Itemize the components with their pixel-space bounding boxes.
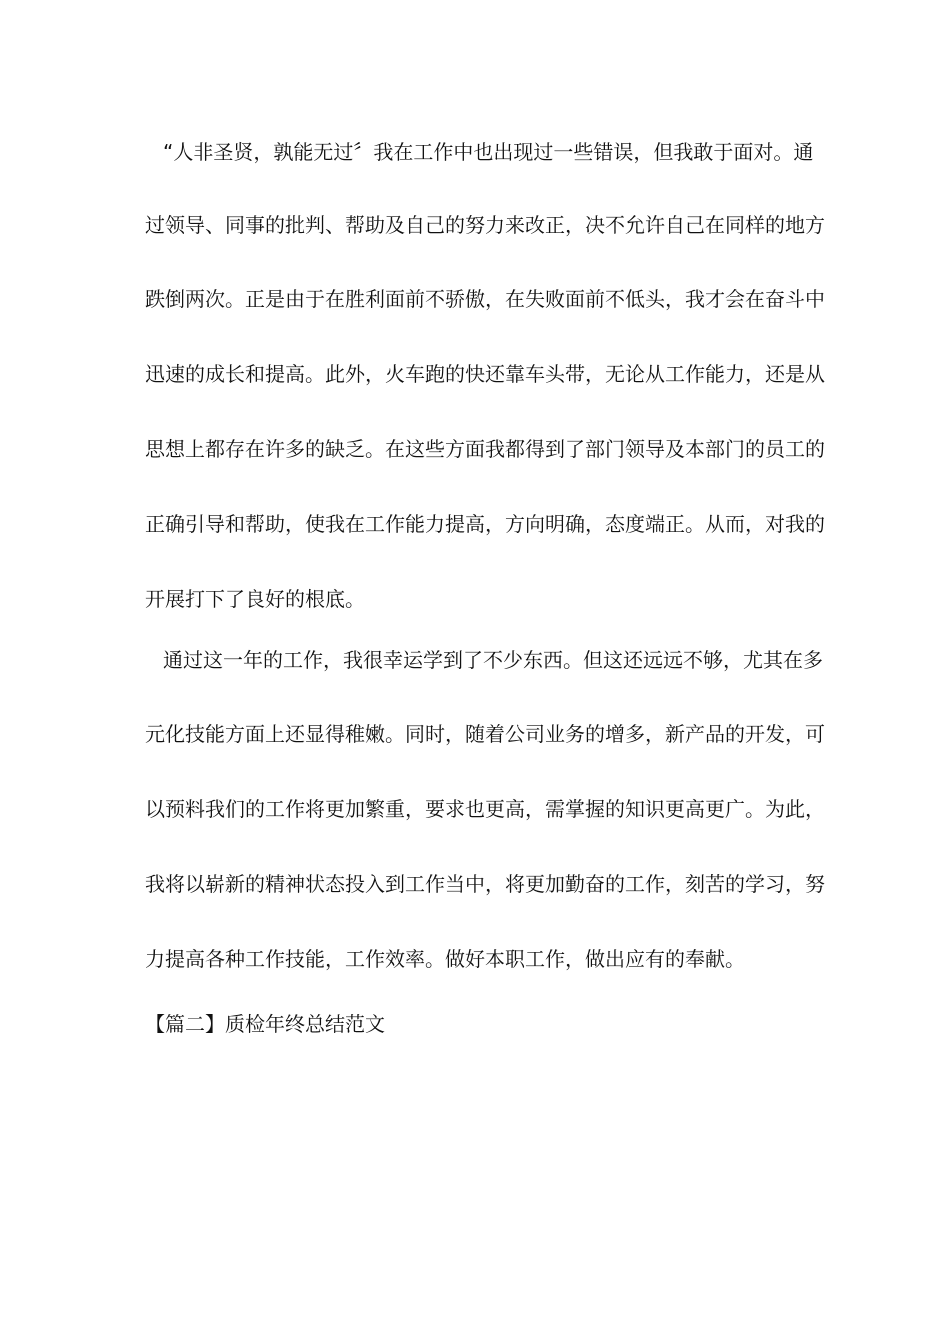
paragraph-1-line-7: 开展打下了良好的根底。	[145, 587, 365, 611]
paragraph-2-line-3: 以预料我们的工作将更加繁重，要求也更高，需掌握的知识更高更广。为此，	[145, 797, 825, 821]
paragraph-2-line-2: 元化技能方面上还显得稚嫩。同时，随着公司业务的增多，新产品的开发，可	[145, 722, 825, 746]
section-heading: 【篇二】质检年终总结范文	[145, 1012, 385, 1036]
paragraph-2-line-4: 我将以崭新的精神状态投入到工作当中，将更加勤奋的工作，刻苦的学习，努	[145, 872, 825, 896]
paragraph-1-line-4: 迅速的成长和提高。此外，火车跑的快还靠车头带，无论从工作能力，还是从	[145, 362, 825, 386]
paragraph-1-line-5: 思想上都存在许多的缺乏。在这些方面我都得到了部门领导及本部门的员工的	[145, 437, 825, 461]
paragraph-2-line-5: 力提高各种工作技能，工作效率。做好本职工作，做出应有的奉献。	[145, 947, 745, 971]
paragraph-1-line-3: 跌倒两次。正是由于在胜利面前不骄傲，在失败面前不低头，我才会在奋斗中	[145, 287, 825, 311]
paragraph-1-line-2: 过领导、同事的批判、帮助及自己的努力来改正，决不允许自己在同样的地方	[145, 213, 825, 237]
paragraph-1-line-1: “人非圣贤，孰能无过〞我在工作中也出现过一些错误，但我敢于面对。通	[163, 140, 814, 164]
paragraph-2-line-1: 通过这一年的工作，我很幸运学到了不少东西。但这还远远不够，尤其在多	[163, 648, 823, 672]
paragraph-1-line-6: 正确引导和帮助，使我在工作能力提高，方向明确，态度端正。从而，对我的	[145, 512, 825, 536]
